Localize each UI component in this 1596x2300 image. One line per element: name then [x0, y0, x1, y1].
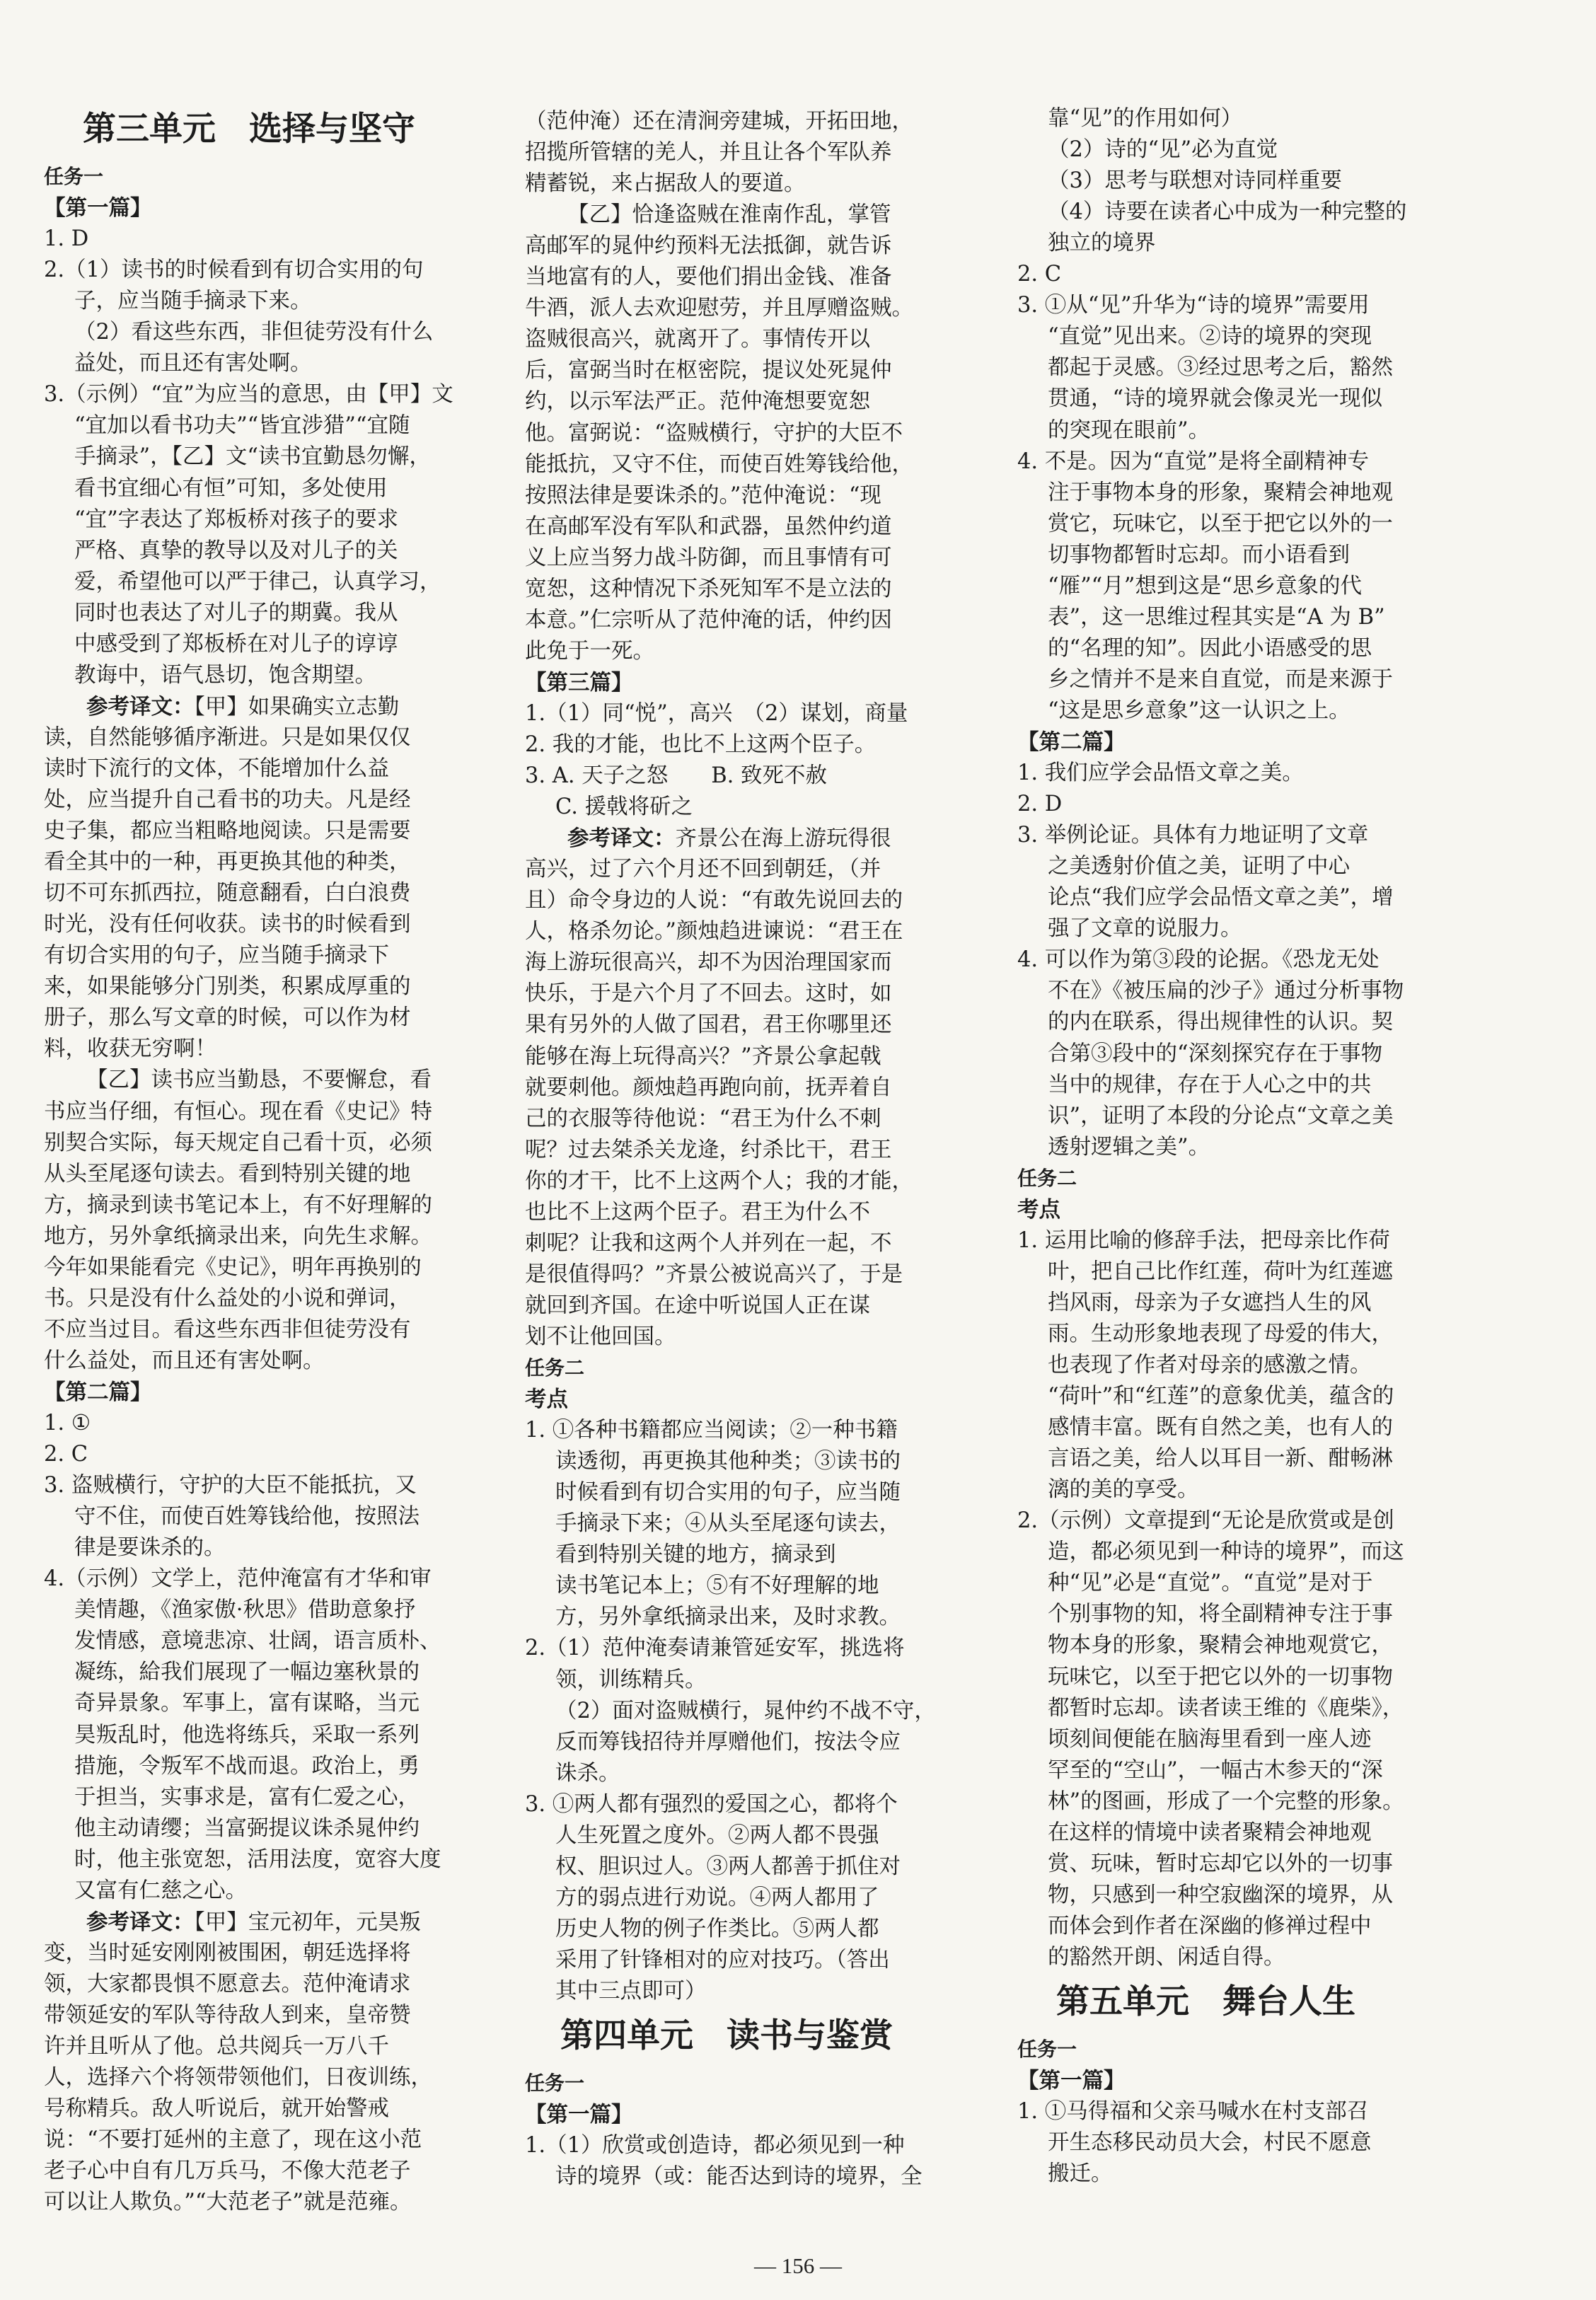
text-line: 也表现了作者对母亲的感激之情。 [1048, 1353, 1372, 1377]
text-line: 独立的境界 [1048, 231, 1156, 256]
text-line: 看全其中的一种，再更换其他的种类， [44, 850, 411, 875]
text-line: 律是要诛杀的。 [74, 1535, 226, 1561]
translation-label: 参考译文： [86, 693, 195, 720]
text-line: 处，应当提升自己看书的功夫。凡是经 [44, 787, 411, 812]
text-line: 册子，那么写文章的时候，可以作为材 [44, 1005, 411, 1031]
text-line: 4. 不是。因为“直觉”是将全副精神专 [1017, 449, 1369, 474]
text-line: 不应当过目。看这些东西非但徒劳没有 [44, 1317, 411, 1342]
text-line: 手摘录”，【乙】文“读书宜勤恳勿懈， [74, 444, 431, 470]
text-line: 高兴，过了六个月还不回到朝廷，（并 [525, 857, 881, 882]
section-label: 考点 [525, 1387, 568, 1413]
text-line: 今年如果能看完《史记》，明年再换别的 [44, 1254, 422, 1280]
text-line: 【乙】读书应当勤恳，不要懈怠，看 [86, 1068, 432, 1093]
text-line: 时光，没有任何收获。读书的时候看到 [44, 912, 411, 937]
text-line: 罕至的“空山”，一幅古木参天的“深 [1048, 1757, 1383, 1783]
text-line: 有切合实用的句子，应当随手摘录下 [44, 943, 389, 969]
section-label: 【第一篇】 [525, 2102, 633, 2128]
text-line: 1.（1）同“悦”，高兴 （2）谋划，商量 [525, 700, 908, 726]
text-line: 挡风雨，母亲为子女遮挡人生的风 [1048, 1290, 1372, 1315]
text-line: 不在》《被压扁的沙子》通过分析事物 [1048, 978, 1404, 1004]
text-line: 赏它，玩味它，以至于把它以外的一 [1048, 511, 1393, 536]
text-line: “这是思乡意象”这一认识之上。 [1048, 698, 1351, 723]
text-line: 是很值得吗？”齐景公被说高兴了，于是 [525, 1261, 903, 1287]
text-line: 刺呢？让我和这两个人并列在一起，不 [525, 1230, 892, 1256]
text-line: 牛酒，派人去欢迎慰劳，并且厚赠盗贼。 [525, 296, 913, 321]
text-line: 海上游玩很高兴，却不为因治理国家而 [525, 950, 892, 976]
text-line: 方，摘录到读书笔记本上，有不好理解的 [44, 1192, 432, 1218]
text-line: 方，另外拿纸摘录出来，及时求教。 [555, 1605, 901, 1630]
text-line: 的“名理的知”。因此小语感受的思 [1048, 635, 1372, 661]
text-line: （2）看这些东西，非但徒劳没有什么 [74, 320, 434, 345]
text-line: 都起于灵感。③经过思考之后，豁然 [1048, 355, 1393, 381]
text-line: 历史人物的例子作类比。⑤两人都 [555, 1916, 879, 1941]
text-line: 读，自然能够循序渐进。只是如果仅仅 [44, 724, 411, 750]
text-line: 领，大家都畏惧不愿意去。范仲淹请求 [44, 1971, 411, 1996]
text-line: 论点“我们应学会品悟文章之美”，增 [1048, 885, 1394, 911]
text-line: 人，选择六个将领带领他们，日夜训练， [44, 2065, 432, 2091]
text-line: 严格、真挚的教导以及对儿子的关 [74, 538, 398, 563]
text-line: 3. A. 天子之怒 B. 致死不赦 [525, 763, 828, 789]
text-line: 的内在联系，得出规律性的认识。契 [1048, 1010, 1393, 1035]
text-line: 反而筹钱招待并厚赠他们，按法令应 [555, 1729, 901, 1755]
text-line: 益处，而且还有害处啊。 [74, 351, 312, 376]
text-line: 什么益处，而且还有害处啊。 [44, 1348, 325, 1373]
text-line: 1.（1）欣赏或创造诗，都必须见到一种 [525, 2133, 905, 2159]
text-line: 精蓄锐，来占据敌人的要道。 [525, 171, 806, 197]
text-line: 措施，令叛军不战而退。政治上，勇 [74, 1753, 420, 1779]
text-line: 合第③段中的“深刻探究存在于事物 [1048, 1041, 1383, 1066]
text-line: 守不住，而使百姓筹钱给他，按照法 [74, 1504, 420, 1530]
task-label: 任务一 [525, 2071, 585, 2096]
text-line: 诗的境界（或：能否达到诗的境界，全 [555, 2164, 923, 2190]
text-line: 种“见”必是“直觉”。“直觉”是对于 [1048, 1571, 1373, 1596]
text-line: 且）命令身边的人说：“有敢先说回去的 [525, 888, 903, 913]
text-line: 人，格杀勿论。”颜烛趋进谏说：“君王在 [525, 919, 903, 944]
text-line: 奇异景象。军事上，富有谋略，当元 [74, 1691, 420, 1716]
text-line: 参考译文：【甲】宝元初年，元昊叛 [86, 1909, 421, 1935]
text-line: 料，收获无穷啊！ [44, 1036, 216, 1062]
text-line: 从头至尾逐句读去。看到特别关键的地 [44, 1161, 411, 1186]
text-line: 1. 我们应学会品悟文章之美。 [1017, 761, 1304, 786]
text-line: 雨。生动形象地表现了母爱的伟大， [1048, 1321, 1393, 1346]
text-line: 1. 运用比喻的修辞手法，把母亲比作荷 [1017, 1227, 1390, 1253]
section-label: 【第一篇】 [1017, 2068, 1126, 2094]
text-line: 诛杀。 [555, 1760, 620, 1786]
text-line: 方的弱点进行劝说。④两人都用了 [555, 1885, 879, 1910]
text-line: 快乐，于是六个月了不回去。这时，如 [525, 981, 892, 1007]
text-line: 漓的美的享受。 [1048, 1477, 1199, 1503]
text-line: （2）面对盗贼横行，晁仲约不战不守， [555, 1698, 936, 1723]
text-line: 2.（1）范仲淹奏请兼管延安军，挑选将 [525, 1636, 905, 1661]
text-line: （2）诗的“见”必为直觉 [1048, 137, 1278, 163]
text-line: C. 援戟将斫之 [555, 794, 693, 820]
text-line: 2. C [1017, 262, 1062, 287]
text-line: “直觉”见出来。②诗的境界的突现 [1048, 324, 1372, 349]
text-line: 能够在海上玩得高兴？”齐景公拿起戟 [525, 1044, 881, 1069]
text-line: 地方，另外拿纸摘录出来，向先生求解。 [44, 1223, 432, 1249]
text-line: （3）思考与联想对诗同样重要 [1048, 168, 1342, 194]
text-line: 感情丰富。既有自然之美，也有人的 [1048, 1415, 1393, 1440]
text-line: 老子心中自有几万兵马，不像大范老子 [44, 2159, 411, 2184]
text-line: 就回到齐国。在途中听说国人正在谋 [525, 1293, 870, 1318]
unit-heading: 第三单元 选择与坚守 [83, 110, 415, 149]
text-line: 发情感，意境悲凉、壮阔，语言质朴、 [74, 1629, 441, 1654]
text-line: 其中三点即可） [555, 1979, 707, 2004]
text-line: 权、胆识过人。③两人都善于抓住对 [555, 1854, 901, 1879]
text-line: “宜”字表达了郑板桥对孩子的要求 [74, 507, 399, 532]
text-line: （范仲淹）还在清涧旁建城，开拓田地， [525, 109, 913, 134]
text-line: 也比不上这两个臣子。君王为什么不 [525, 1199, 870, 1225]
task-label: 任务二 [525, 1356, 585, 1380]
unit-heading: 第四单元 读书与鉴赏 [560, 2016, 893, 2056]
text-line: 高邮军的晁仲约预料无法抵御，就告诉 [525, 233, 892, 259]
text-line: 之美透射价值之美，证明了中心 [1048, 854, 1350, 879]
text-line: 开生态移民动员大会，村民不愿意 [1048, 2130, 1372, 2156]
text-line: 切事物都暂时忘却。而小语看到 [1048, 542, 1350, 567]
text-line: 1. ①马得福和父亲马喊水在村支部召 [1017, 2099, 1369, 2125]
text-line: 就要刺他。颜烛趋再跑向前，抚弄着自 [525, 1075, 892, 1100]
text-line: 4.（示例）文学上，范仲淹富有才华和审 [44, 1566, 432, 1592]
text-line: 教诲中，语气恳切，饱含期望。 [74, 662, 376, 688]
text-line: 贯通，“诗的境界就会像灵光一现似 [1048, 386, 1383, 412]
text-line: 读时下流行的文体，不能增加什么益 [44, 756, 389, 781]
text-line: 后，富弼当时在枢密院，提议处死晁仲 [525, 358, 892, 383]
text-line: 2. 我的才能，也比不上这两个臣子。 [525, 732, 877, 757]
text-line: 己的衣服等待他说：“君王为什么不刺 [525, 1106, 881, 1131]
task-label: 任务二 [1017, 1166, 1077, 1190]
text-line: 1. ① [44, 1411, 91, 1435]
text-line: 本意。”仁宗听从了范仲淹的话，仲约因 [525, 607, 892, 632]
text-line: 此免于一死。 [525, 638, 654, 664]
text-line: 来，如果能够分门别类，积累成厚重的 [44, 974, 411, 1000]
section-label: 考点 [1017, 1196, 1060, 1223]
text-line: 盗贼很高兴，就离开了。事情传开以 [525, 327, 870, 352]
text-line: 物，只感到一种空寂幽深的境界，从 [1048, 1882, 1393, 1907]
text-line: “雁”“月”想到这是“思乡意象的代 [1048, 573, 1362, 599]
text-line: 凝练，給我们展现了一幅边塞秋景的 [74, 1660, 420, 1685]
text-line: 又富有仁慈之心。 [74, 1878, 247, 1903]
text-line: 读透彻，再更换其他种类；③读书的 [555, 1449, 901, 1474]
text-line: 2.（1）读书的时候看到有切合实用的句 [44, 258, 424, 283]
text-line: 史子集，都应当粗略地阅读。只是需要 [44, 819, 411, 844]
text-line: 切不可东抓西拉，随意翻看，白白浪费 [44, 881, 411, 906]
text-line: 当中的规律，存在于人心之中的共 [1048, 1072, 1372, 1097]
text-line: 【乙】恰逢盗贼在淮南作乱，掌管 [567, 202, 891, 228]
text-line: 3. 举例论证。具体有力地证明了文章 [1017, 823, 1369, 848]
text-line: 变，当时延安刚刚被围困，朝廷选择将 [44, 1940, 411, 1965]
section-label: 【第二篇】 [1017, 729, 1126, 755]
text-line: 能抵抗，又守不住，而使百姓筹钱给他， [525, 451, 913, 477]
text-line: 宽恕，这种情况下杀死知军不是立法的 [525, 576, 892, 601]
text-line: 招揽所管辖的羌人，并且让各个军队养 [525, 140, 892, 166]
text-line: 物本身的形象，聚精会神地观赏它， [1048, 1633, 1393, 1658]
text-line: 3.（示例）“宜”为应当的意思，由【甲】文 [44, 382, 453, 408]
text-line: 强了文章的说服力。 [1048, 916, 1242, 942]
text-line: 同时也表达了对儿子的期冀。我从 [74, 600, 398, 625]
text-line: 书应当仔细，有恒心。现在看《史记》特 [44, 1099, 432, 1124]
text-line: 在高邮军没有军队和武器，虽然仲约道 [525, 514, 892, 539]
text-line: 参考译文：齐景公在海上游玩得很 [567, 826, 891, 852]
text-line: 搬迁。 [1048, 2161, 1113, 2187]
text-line: 中感受到了郑板桥在对儿子的谆谆 [74, 631, 398, 657]
translation-label: 参考译文： [86, 1909, 195, 1935]
text-line: 看到特别关键的地方，摘录到 [555, 1542, 836, 1568]
text-line: 都暂时忘却。读者读王维的《鹿柴》， [1048, 1695, 1404, 1721]
text-line: 按照法律是要诛杀的。”范仲淹说：“现 [525, 482, 881, 508]
text-line: 呢？过去桀杀关龙逄，纣杀比干，君王 [525, 1137, 892, 1162]
section-label: 【第二篇】 [44, 1379, 152, 1405]
text-line: 划不让他回国。 [525, 1324, 676, 1349]
text-line: 1. ①各种书籍都应当阅读；②一种书籍 [525, 1418, 898, 1443]
text-line: 子，应当随手摘录下来。 [74, 289, 312, 314]
text-line: 昊叛乱时，他选将练兵，采取一系列 [74, 1722, 420, 1747]
text-line: 玩味它，以至于把它以外的一切事物 [1048, 1664, 1393, 1689]
text-line: 2. D [1017, 792, 1063, 817]
text-line: 在这样的情境中读者聚精会神地观 [1048, 1820, 1372, 1845]
section-label: 【第一篇】 [44, 195, 152, 221]
text-line: 书。只是没有什么益处的小说和弹词， [44, 1285, 411, 1311]
text-line: 可以让人欺负。”“大范老子”就是范雍。 [44, 2190, 412, 2215]
text-line: “宜加以看书功夫”“皆宜涉猎”“宜随 [74, 413, 410, 439]
text-line: 你的才干，比不上这两个人；我的才能， [525, 1168, 913, 1194]
text-line: 透射逻辑之美”。 [1048, 1134, 1210, 1160]
text-line: 义上应当努力战斗防御，而且事情有可 [525, 545, 892, 570]
text-line: 表”，这一思维过程其实是“A 为 B” [1048, 604, 1385, 630]
text-line: 1. D [44, 226, 89, 252]
text-line: 2. C [44, 1442, 88, 1467]
text-line: 他。富弼说：“盗贼横行，守护的大臣不 [525, 420, 903, 446]
text-line: 靠“见”的作用如何） [1048, 106, 1243, 131]
text-line: 造，都必须见到一种诗的境界”，而这 [1048, 1539, 1404, 1565]
text-line: 说：“不要打延州的主意了，现在这小范 [44, 2127, 422, 2153]
text-line: 看书宜细心有恒”可知，多处使用 [74, 475, 388, 501]
text-line: “荷叶”和“红莲”的意象优美，蕴含的 [1048, 1384, 1394, 1409]
text-line: 的突现在眼前”。 [1048, 417, 1210, 443]
text-line: 当地富有的人，要他们捐出金钱、准备 [525, 265, 892, 290]
text-line: 带领延安的军队等待敌人到来，皇帝赞 [44, 2002, 411, 2028]
text-line: 号称精兵。敌人听说后，就开始警戒 [44, 2096, 389, 2122]
unit-heading: 第五单元 舞台人生 [1056, 1982, 1355, 2021]
text-line: 别契合实际，每天规定自己看十页，必须 [44, 1130, 432, 1155]
text-line: 美情趣，《渔家傲·秋思》借助意象抒 [74, 1597, 416, 1623]
text-line: 顷刻间便能在脑海里看到一座人迹 [1048, 1726, 1372, 1752]
text-line: 参考译文：【甲】如果确实立志勤 [86, 693, 400, 720]
text-line: 领，训练精兵。 [555, 1667, 707, 1692]
text-line: 时，他主张宽恕，活用法度，宽容大度 [74, 1847, 441, 1872]
text-line: 4. 可以作为第③段的论据。《恐龙无处 [1017, 947, 1380, 973]
text-line: 果有另外的人做了国君，君王你哪里还 [525, 1012, 892, 1038]
text-line: 读书笔记本上；⑤有不好理解的地 [555, 1573, 879, 1599]
text-line: 许并且听从了他。总共阅兵一万八千 [44, 2034, 389, 2059]
text-line: 赏、玩味，暂时忘却它以外的一切事 [1048, 1851, 1393, 1876]
page-number: — 156 — [754, 2253, 842, 2278]
section-label: 【第三篇】 [525, 669, 633, 695]
text-line: 于担当，实事求是，富有仁爱之心， [74, 1784, 420, 1810]
text-line: 林”的图画，形成了一个完整的形象。 [1048, 1788, 1404, 1814]
text-line: 的豁然开朗、闲适自得。 [1048, 1944, 1285, 1970]
text-line: 爱，希望他可以严于律己，认真学习， [74, 569, 441, 594]
text-line: 3. 盗贼横行，守护的大臣不能抵抗，又 [44, 1473, 417, 1498]
text-line: 3. ①从“见”升华为“诗的境界”需要用 [1017, 293, 1370, 318]
text-line: 他主动请缨；当富弼提议诛杀晁仲约 [74, 1815, 420, 1841]
text-line: 采用了针锋相对的应对技巧。（答出 [555, 1947, 890, 1972]
task-label: 任务一 [44, 165, 104, 188]
text-line: 而体会到作者在深幽的修禅过程中 [1048, 1913, 1372, 1938]
text-line: （4）诗要在读者心中成为一种完整的 [1048, 200, 1407, 225]
text-line: 乡之情并不是来自直觉，而是来源于 [1048, 666, 1393, 692]
translation-label: 参考译文： [567, 826, 676, 852]
text-line: 识”，证明了本段的分论点“文章之美 [1048, 1103, 1394, 1128]
text-line: 个别事物的知，将全副精神专注于事 [1048, 1602, 1393, 1627]
text-line: 时候看到有切合实用的句子，应当随 [555, 1480, 901, 1506]
text-line: 手摘录下来；④从头至尾逐句读去， [555, 1511, 901, 1537]
text-line: 3. ①两人都有强烈的爱国之心，都将个 [525, 1791, 898, 1817]
text-line: 言语之美，给人以耳目一新、酣畅淋 [1048, 1446, 1393, 1472]
text-line: 注于事物本身的形象，聚精会神地观 [1048, 480, 1393, 505]
text-line: 叶，把自己比作红莲，荷叶为红莲遮 [1048, 1259, 1393, 1284]
task-label: 任务一 [1017, 2038, 1077, 2061]
text-line: 约，以示军法严正。范仲淹想要宽恕 [525, 389, 870, 415]
text-line: 人生死置之度外。②两人都不畏强 [555, 1822, 879, 1848]
text-line: 2.（示例）文章提到“无论是欣赏或是创 [1017, 1508, 1394, 1534]
